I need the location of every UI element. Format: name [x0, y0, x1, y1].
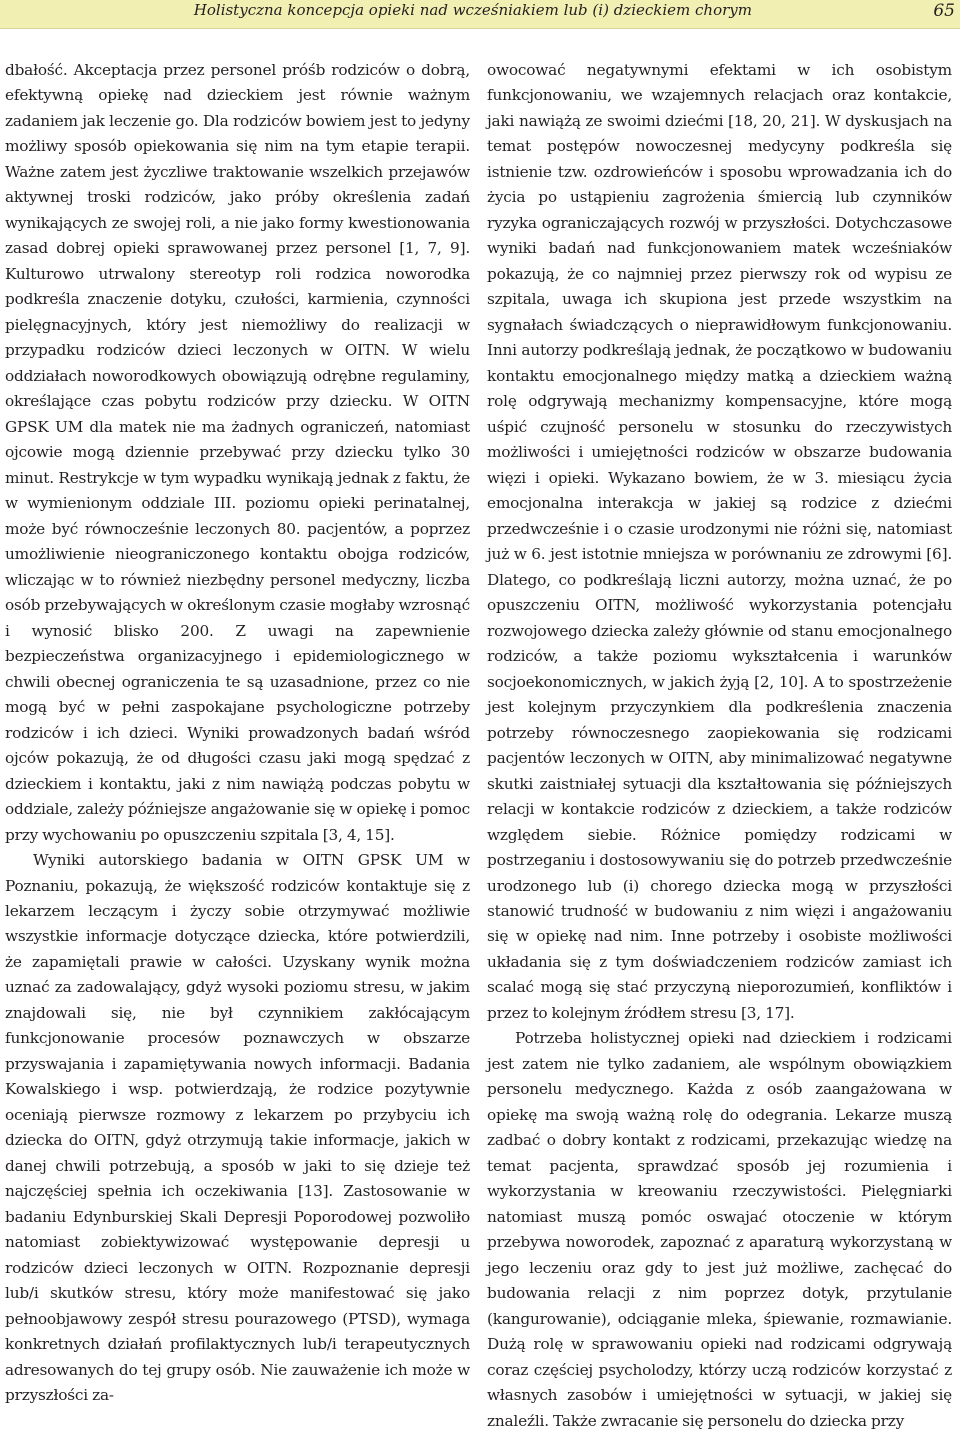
left-column	[5, 58, 470, 1409]
left-paragraph-2: Wyniki autorskiego badania w OITN GPSK UM w Poznaniu, pokazują, że większość rodziców kontaktuje się z lekarzem leczącym i życzy sobie otrzymywać możliwie wszystkie informacje dotyczące dziecka, które potwierdzili, że zapamiętali prawie w całości. Uzyskany wynik można uznać za zadowalający, gdyż wysoki poziomu stresu, w jakim znajdowali się, nie był czynnikiem zakłócającym funkcjonowanie procesów poznawczych w obszarze przyswajania i zapamiętywania nowych informacji. Badania Kowalskiego i wsp. potwierdzają, że rodzice pozytywnie oceniają pierwsze rozmowy z lekarzem po przybyciu ich dziecka do OITN, gdyż otrzymują takie informacje, jakich w danej chwili potrzebują, a sposób w jaki to się dzieje też najczęściej spełnia ich oczekiwania [13]. Zastosowanie w badaniu Edynburskiej Skali Depresji Poporodowej pozwoliło natomiast zobiektywizować występowanie depresji u rodziców dzieci leczonych w OITN. Rozpoznanie depresji lub/i skutków stresu, który może manifestować się jako pełnoobjawowy zespół stresu pourazowego (PTSD), wymaga konkretnych działań profilaktycznych lub/i terapeutycznych adresowanych do tej grupy osób. Nie zauważenie ich może w przyszłości za-	[5, 851, 470, 1405]
right-paragraph-2: Potrzeba holistycznej opieki nad dzieckiem i rodzicami jest zatem nie tylko zadaniem, ale wspólnym obowiązkiem personelu medycznego. Każda z osób zaangażowana w opiekę ma swoją ważną rolę do odegrania. Lekarze muszą zadbać o dobry kontakt z rodzicami, przekazując wiedzę na temat pacjenta, sprawdzać sposób jej rozumienia i wykorzystania w kreowaniu rzeczywistości. Pielęgniarki natomiast muszą pomóc oswajać otoczenie w którym przebywa noworodek, zapoznać z aparaturą wykorzystaną w jego leczeniu oraz gdy to jest już możliwe, zachęcać do budowania relacji z nim poprzez dotyk, przytulanie (kangurowanie), odciąganie mleka, śpiewanie, rozmawianie. Dużą rolę w sprawowaniu opieki nad rodzicami odgrywają coraz częściej psycholodzy, którzy uczą rodziców korzystać z własnych zasobów i umiejętności w sytuacji, w jakiej się znaleźli. Także zwracanie się personelu do dziecka przy	[487, 1029, 952, 1430]
running-header	[0, 0, 960, 29]
left-paragraph-1: dbałość. Akceptacja przez personel próśb rodziców o dobrą, efektywną opiekę nad dzieckiem jest równie ważnym zadaniem jak leczenie go. Dla rodziców bowiem jest to jedyny możliwy sposób opiekowania się nim na tym etapie terapii. Ważne zatem jest życzliwe traktowanie wszelkich przejawów aktywnej troski rodziców, jako próby określenia zadań wynikających ze swojej roli, a nie jako formy kwestionowania zasad dobrej opieki sprawowanej przez personel [1, 7, 9]. Kulturowo utrwalony stereotyp roli rodzica noworodka podkreśla znaczenie dotyku, czułości, karmienia, czynności pielęgnacyjnych, który jest niemożliwy do realizacji w przypadku rodziców dzieci leczonych w OITN. W wielu oddziałach noworodkowych obowiązują odrębne regulaminy, określające czas pobytu rodziców przy dziecku. W OITN GPSK UM dla matek nie ma żadnych ograniczeń, natomiast ojcowie mogą dziennie przebywać przy dziecku tylko 30 minut. Restrykcje w tym wypadku wynikają jednak z faktu, że w wymienionym oddziale III. poziomu opieki perinatalnej, może być równocześnie leczonych 80. pacjentów, a poprzez umożliwienie nieograniczonego kontaktu obojga rodziców, wliczając w to również niezbędny personel medyczny, liczba osób przebywających w określonym czasie mogłaby wzrosnąć i wynosić blisko 200. Z uwagi na zapewnienie bezpieczeństwa organizacyjnego i epidemiologicznego w chwili obecnej ograniczenia te są uzasadnione, przez co nie mogą być w pełni zaspokajane psychologiczne potrzeby rodziców i ich dzieci. Wyniki prowadzonych badań wśród ojców pokazują, że od długości czasu jaki mogą spędzać z dzieckiem i kontaktu, jaki z nim nawiążą podczas pobytu w oddziale, zależy późniejsze angażowanie się w opiekę i pomoc przy wychowaniu po opuszczeniu szpitala [3, 4, 15].	[5, 61, 470, 844]
right-column	[487, 58, 952, 1434]
running-title: Holistyczna koncepcja opieki nad wcześniakiem lub (i) dzieckiem chorym	[193, 1, 752, 19]
page-number: 65	[933, 1, 955, 21]
right-paragraph-1: owocować negatywnymi efektami w ich osobistym funkcjonowaniu, we wzajemnych relacjach oraz kontakcie, jaki nawiążą ze swoimi dziećmi [18, 20, 21]. W dyskusjach na temat postępów nowoczesnej medycyny podkreśla się istnienie tzw. ozdrowieńców i sposobu wprowadzania ich do życia po ustąpieniu zagrożenia śmiercią lub czynników ryzyka ograniczających rozwój w przyszłości. Dotychczasowe wyniki badań nad funkcjonowaniem matek wcześniaków pokazują, że co najmniej przez pierwszy rok od wypisu ze szpitala, uwaga ich skupiona jest przede wszystkim na sygnałach świadczących o nieprawidłowym funkcjonowaniu. Inni autorzy podkreślają jednak, że początkowo w budowaniu kontaktu emocjonalnego między matką a dzieckiem ważną rolę odgrywają mechanizmy kompensacyjne, które mogą uśpić czujność personelu w stosunku do rzeczywistych możliwości i umiejętności rodziców w obszarze budowania więzi i opieki. Wykazano bowiem, że w 3. miesiącu życia emocjonalna interakcja w jakiej są rodzice z dziećmi przedwcześnie i o czasie urodzonymi nie różni się, natomiast już w 6. jest istotnie mniejsza w porównaniu ze zdrowymi [6]. Dlatego, co podkreślają liczni autorzy, można uznać, że po opuszczeniu OITN, możliwość wykorzystania potencjału rozwojowego dziecka zależy głównie od stanu emocjonalnego rodziców, a także poziomu wykształcenia i warunków socjoekonomicznych, w jakich żyją [2, 10]. A to spostrzeżenie jest kolejnym przyczynkiem dla podkreślenia znaczenia potrzeby równoczesnego zaopiekowania się rodzicami pacjentów leczonych w OITN, aby minimalizować negatywne skutki zaistniałej sytuacji dla kształtowania się późniejszych relacji w kontakcie rodziców z dzieckiem, a także rodziców względem siebie. Różnice pomiędzy rodzicami w postrzeganiu i dostosowywaniu się do potrzeb przedwcześnie urodzonego lub (i) chorego dziecka mogą w przyszłości stanowić trudność w budowaniu z nim więzi i angażowaniu się w opiekę nad nim. Inne potrzeby i osobiste możliwości układania się z tym doświadczeniem rodziców zamiast ich scalać mogą się stać przyczyną nieporozumień, konfliktów i przez to kolejnym źródłem stresu [3, 17].	[487, 61, 952, 1022]
